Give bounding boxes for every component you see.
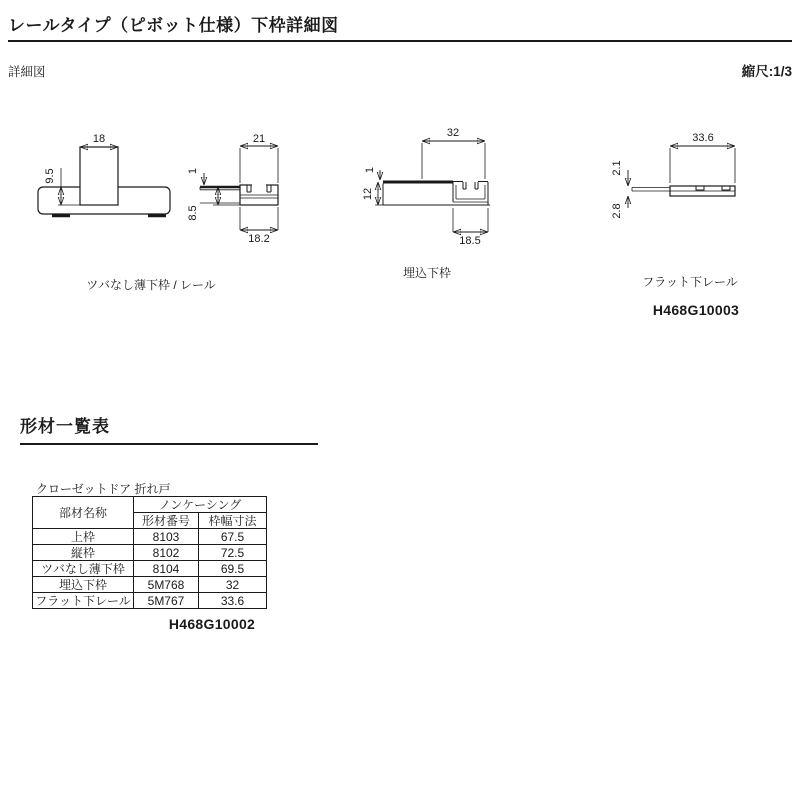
dimension-label: 2.1 [611,160,623,176]
recessed-sill-profile-drawing [362,125,500,255]
drawing-number-2: H468G10002 [168,616,256,632]
dimension-label: 33.6 [692,132,714,144]
part-name-cell: フラット下レール [33,593,134,609]
frame-width-cell: 33.6 [199,593,267,609]
part-name-header: 部材名称 [33,497,134,529]
frame-width-header: 枠幅寸法 [199,513,267,529]
casing-group-header: ノンケーシング [134,497,267,513]
parts-section-rule [20,443,318,445]
profile-number-cell: 5M767 [134,593,199,609]
flat-rail-profile-drawing [600,130,750,230]
part-name-cell: 縦枠 [33,545,134,561]
dimension-label: 9.5 [44,168,56,184]
table-row [33,561,267,577]
table-row [33,577,267,593]
thin-sill-profile-drawing [30,130,180,225]
table-row [33,529,267,545]
recessed-sill-label: 埋込下枠 [402,266,451,280]
profile-number-header: 形材番号 [134,513,199,529]
parts-table-caption: クローゼットドア 折れ戸 [36,482,171,496]
profile-number-cell: 8103 [134,529,199,545]
profile-number-cell: 8102 [134,545,199,561]
thin-sill-rail-label: ツバなし薄下枠 / レール [86,278,216,292]
title-rule [8,40,792,42]
scale-label: 縮尺:1/3 [741,64,792,79]
detail-section-label: 詳細図 [8,65,46,79]
frame-width-cell: 72.5 [199,545,267,561]
profile-number-cell: 8104 [134,561,199,577]
dimension-label: 18.5 [459,235,481,247]
part-name-cell: ツバなし薄下枠 [33,561,134,577]
dimension-label: 32 [446,127,460,139]
frame-width-cell: 69.5 [199,561,267,577]
drawing-number-1: H468G10003 [652,302,740,318]
dimension-label: 18 [92,133,106,145]
dimension-label: 8.5 [187,205,199,221]
dimension-label: 1 [364,166,376,174]
dimension-label: 12 [362,187,374,201]
dimension-label: 18.2 [248,233,270,245]
dimension-label: 21 [252,133,266,145]
part-name-cell: 上枠 [33,529,134,545]
part-name-cell: 埋込下枠 [33,577,134,593]
table-row [33,545,267,561]
frame-width-cell: 67.5 [199,529,267,545]
rail-profile-drawing [185,135,315,253]
profile-number-cell: 5M768 [134,577,199,593]
dimension-label: 1 [187,167,199,175]
table-row [33,593,267,609]
flat-rail-label: フラット下レール [642,275,738,289]
parts-section-heading: 形材一覧表 [20,417,110,436]
dimension-label: 2.8 [611,203,623,219]
parts-table [32,496,267,609]
page-title: レールタイプ（ピボット仕様）下枠詳細図 [8,16,339,35]
frame-width-cell: 32 [199,577,267,593]
